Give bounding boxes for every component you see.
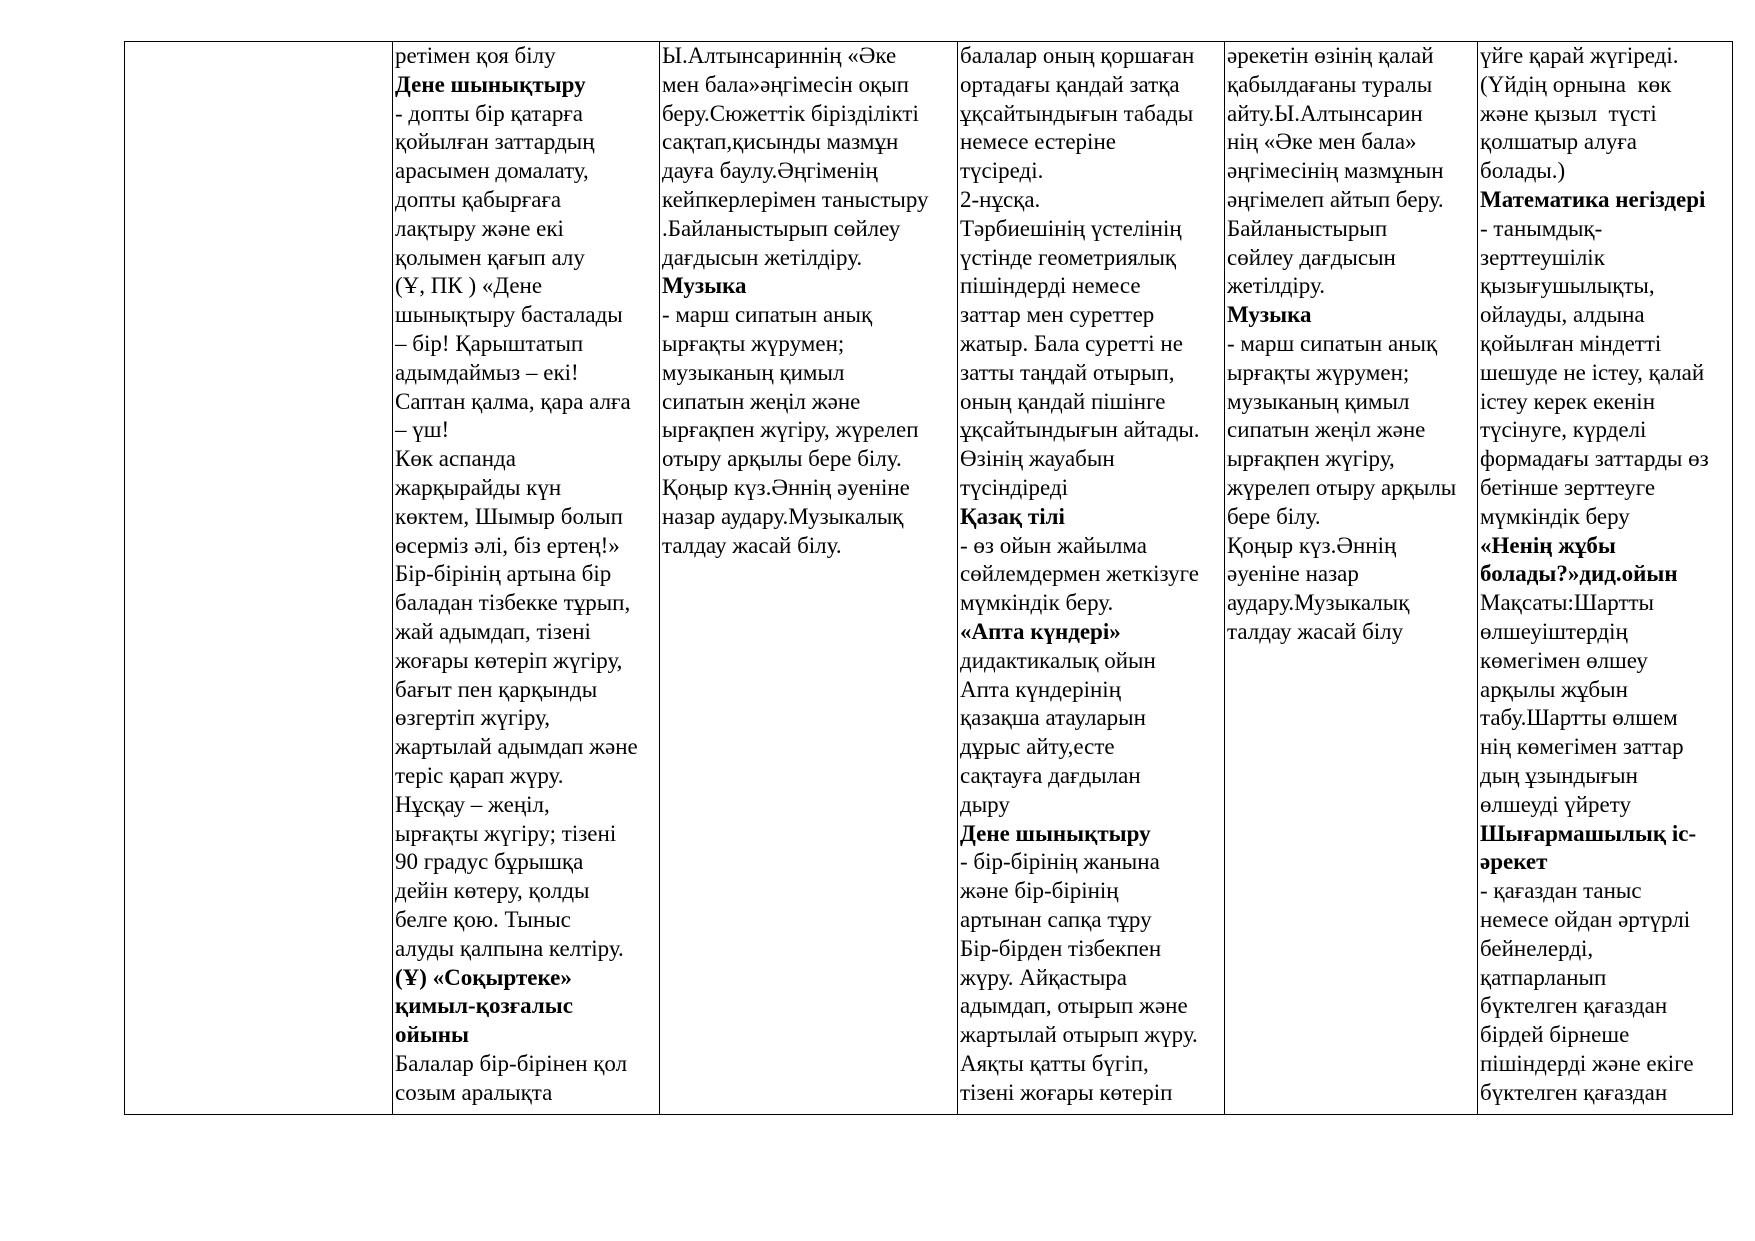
text-line: жай адымдап, тізені <box>395 618 591 644</box>
text-line: формадағы заттарды өз <box>1480 446 1709 472</box>
text-line: шынықтыру басталады <box>395 302 623 328</box>
text-line: қойылған міндетті <box>1480 330 1662 356</box>
text-line: бірдей бірнеше <box>1480 1022 1630 1048</box>
text-line: үстінде геометриялық <box>960 244 1177 270</box>
cell-content <box>127 42 391 1114</box>
text-line: Көк аспанда <box>395 446 516 472</box>
text-line: - бір-бірінің жанына <box>960 849 1160 875</box>
cell-content <box>395 42 658 1114</box>
text-line: қабылдағаны туралы <box>1227 71 1433 97</box>
text-line: сөйлемдермен жеткізуге <box>960 561 1199 587</box>
lesson-plan-table <box>124 41 1733 1115</box>
text-line: шешуде не істеу, қалай <box>1480 359 1705 385</box>
text-line: жартылай отырып жүру. <box>960 1022 1198 1048</box>
text-line: дауға баулу.Әңгіменің <box>662 158 878 184</box>
text-line: – бір! Қарыштатып <box>395 330 584 356</box>
text-line: Бір-бірінің артына бір <box>395 561 612 587</box>
text-line: дұрыс айту,есте <box>960 734 1115 760</box>
text-line: түсіреді. <box>960 158 1044 184</box>
cell-content <box>1227 42 1476 1114</box>
text-line: қызығушылықты, <box>1480 273 1655 299</box>
text-line: зерттеушілік <box>1480 244 1605 270</box>
text-line: - танымдық- <box>1480 215 1603 241</box>
text-line: үйге қарай жүгіреді. <box>1480 43 1679 68</box>
text-line: бүктелген қағаздан <box>1480 993 1668 1019</box>
table-cell-col4 <box>958 42 1225 1115</box>
text-line: кейпкерлерімен таныстыру <box>662 186 929 212</box>
text-line: артынан сапқа тұру <box>960 906 1152 932</box>
text-line: Апта күндерінің <box>960 676 1121 702</box>
text-line: дағдысын жетілдіру. <box>662 244 863 270</box>
text-line: - өз ойын жайылма <box>960 532 1148 558</box>
text-line: сақтауға дағдылан <box>960 762 1141 788</box>
text-line: созым аралықта <box>395 1079 553 1105</box>
text-line: дың ұзындығын <box>1480 762 1638 788</box>
text-line: ырғақты жүрумен; <box>662 330 845 356</box>
text-line: өзгертіп жүгіру, <box>395 705 550 731</box>
text-line: аудару.Музыкалық <box>1227 590 1410 616</box>
text-line: Саптан қалма, қара алға <box>395 388 631 414</box>
text-line: сипатын жеңіл және <box>1227 417 1426 443</box>
cell-content <box>1480 42 1731 1114</box>
text-line: - допты бір қатарға <box>395 100 583 126</box>
section-heading: қимыл-қозғалыс <box>395 993 573 1019</box>
text-line: болады.) <box>1480 158 1566 184</box>
text-line: 2-нұсқа. <box>960 186 1041 212</box>
text-line: лақтыру және екі <box>395 215 564 241</box>
section-heading: Математика негіздері <box>1480 186 1706 212</box>
text-line: 90 градус бұрышқа <box>395 849 584 875</box>
section-heading: «Ненің жұбы <box>1480 532 1616 558</box>
text-line: Байланыстырып <box>1227 215 1388 241</box>
text-line: теріс қарап жүру. <box>395 762 564 788</box>
text-line: ойлауды, алдына <box>1480 302 1645 328</box>
text-line: көмегімен өлшеу <box>1480 647 1648 673</box>
text-line: жоғары көтеріп жүгіру, <box>395 647 623 673</box>
text-line: адымдаймыз – екі! <box>395 359 579 385</box>
section-heading: әрекет <box>1480 849 1548 875</box>
text-line: дейін көтеру, қолды <box>395 878 590 904</box>
text-line: немесе естеріне <box>960 129 1116 155</box>
text-line: әңгімесінің мазмұнын <box>1227 158 1444 184</box>
text-line: бағыт пен қарқынды <box>395 676 598 702</box>
text-line: дидактикалық ойын <box>960 647 1156 673</box>
table-cell-col5 <box>1225 42 1478 1115</box>
text-line: істеу керек екенін <box>1480 388 1656 414</box>
text-line: қолшатыр алуға <box>1480 129 1637 155</box>
text-line: .Байланыстырып сөйлеу <box>662 215 901 241</box>
text-line: - марш сипатын анық <box>1227 330 1438 356</box>
text-line: нің «Әке мен бала» <box>1227 129 1417 155</box>
text-line: оның қандай пішінге <box>960 388 1166 414</box>
text-line: ұқсайтындығын табады <box>960 100 1194 126</box>
text-line: беру.Сюжеттік бірізділікті <box>662 100 919 126</box>
text-line: Өзінің жауабын <box>960 446 1115 472</box>
text-line: әрекетін өзінің қалай <box>1227 43 1434 68</box>
text-line: бүктелген қағаздан <box>1480 1079 1668 1105</box>
text-line: отыру арқылы бере білу. <box>662 446 902 472</box>
text-line: музыканың қимыл <box>1227 388 1410 414</box>
text-line: (Үйдің орнына көк <box>1480 71 1672 97</box>
text-line: Мақсаты:Шартты <box>1480 590 1654 616</box>
cell-content <box>662 42 956 1114</box>
text-line: ырғақты жүрумен; <box>1227 359 1410 385</box>
text-line: назар аудару.Музыкалық <box>662 503 904 529</box>
text-line: қатпарланып <box>1480 964 1607 990</box>
text-line: жүрелеп отыру арқылы <box>1227 474 1457 500</box>
section-heading: болады?»дид.ойын <box>1480 561 1678 587</box>
text-line: мүмкіндік беру. <box>960 590 1114 616</box>
text-line: баладан тізбекке тұрып, <box>395 590 631 616</box>
text-line: талдау жасай білу. <box>662 532 842 558</box>
text-line: (Ұ, ПК ) «Дене <box>395 273 543 299</box>
table-cell-col3 <box>660 42 958 1115</box>
text-line: қолымен қағып алу <box>395 244 585 270</box>
text-line: ырғақты жүгіру; тізені <box>395 820 617 846</box>
text-line: дыру <box>960 791 1010 817</box>
text-line: сөйлеу дағдысын <box>1227 244 1396 270</box>
text-line: және қызыл түсті <box>1480 100 1657 126</box>
text-line: адымдап, отырып және <box>960 993 1188 1019</box>
table-cell-col1 <box>125 42 393 1115</box>
text-line: қойылған заттардың <box>395 129 595 155</box>
text-line: нің көмегімен заттар <box>1480 734 1684 760</box>
text-line: мен бала»әңгімесін оқып <box>662 71 909 97</box>
section-heading: Дене шынықтыру <box>960 820 1151 846</box>
table-cell-col6 <box>1478 42 1733 1115</box>
text-line: және бір-бірінің <box>960 878 1119 904</box>
text-line: ретімен қоя білу <box>395 43 556 68</box>
text-line: заттар мен суреттер <box>960 302 1155 328</box>
text-line: қазақша атауларын <box>960 705 1146 731</box>
table-row <box>125 42 1733 1115</box>
text-line: сақтап,қисынды мазмұн <box>662 129 899 155</box>
text-line: өсерміз әлі, біз ертең!» <box>395 532 620 558</box>
section-heading: Музыка <box>662 273 747 299</box>
text-line: тізені жоғары көтеріп <box>960 1079 1173 1105</box>
text-line: немесе ойдан әртүрлі <box>1480 906 1691 932</box>
text-line: пішіндерді және екіге <box>1480 1050 1694 1076</box>
text-line: өлшеуді үйрету <box>1480 791 1631 817</box>
text-line: табу.Шартты өлшем <box>1480 705 1678 731</box>
text-line: көктем, Шымыр болып <box>395 503 623 529</box>
text-line: арасымен домалату, <box>395 158 589 184</box>
text-line: әуеніне назар <box>1227 561 1359 587</box>
text-line: бетінше зерттеуге <box>1480 474 1656 500</box>
text-line: допты қабырғаға <box>395 186 562 212</box>
text-line: Балалар бір-бірінен қол <box>395 1050 628 1076</box>
text-line: жартылай адымдап және <box>395 734 638 760</box>
text-line: мүмкіндік беру <box>1480 503 1630 529</box>
text-line: түсіндіреді <box>960 474 1069 500</box>
text-line: Аяқты қатты бүгіп, <box>960 1050 1149 1076</box>
text-line: сипатын жеңіл және <box>662 388 861 414</box>
section-heading: Шығармашылық іс- <box>1480 820 1697 846</box>
text-line: ортадағы қандай затқа <box>960 71 1180 97</box>
section-heading: Дене шынықтыру <box>395 71 586 97</box>
text-line: ырғақпен жүгіру, жүрелеп <box>662 417 919 443</box>
text-line: түсінуге, күрделі <box>1480 417 1647 443</box>
text-line: талдау жасай білу <box>1227 618 1404 644</box>
cell-content <box>960 42 1223 1114</box>
section-heading: ойыны <box>395 1022 469 1048</box>
text-line: Қоңыр күз.Әннің <box>1227 532 1397 558</box>
text-line: жетілдіру. <box>1227 273 1325 299</box>
text-line: - марш сипатын анық <box>662 302 873 328</box>
text-line: - қағаздан таныс <box>1480 878 1642 904</box>
text-line: өлшеуіштердің <box>1480 618 1628 644</box>
table-cell-col2 <box>393 42 660 1115</box>
text-line: айту.Ы.Алтынсарин <box>1227 100 1423 126</box>
text-line: жарқырайды күн <box>395 474 562 500</box>
text-line: пішіндерді немесе <box>960 273 1141 299</box>
section-heading: (Ұ) «Соқыртеке» <box>395 964 572 990</box>
text-line: бейнелерді, <box>1480 935 1594 961</box>
text-line: белге қою. Тыныс <box>395 906 571 932</box>
section-heading: «Апта күндері» <box>960 618 1121 644</box>
text-line: алуды қалпына келтіру. <box>395 935 624 961</box>
text-line: Бір-бірден тізбекпен <box>960 935 1162 961</box>
text-line: ырғақпен жүгіру, <box>1227 446 1395 472</box>
section-heading: Қазақ тілі <box>960 503 1065 529</box>
text-line: балалар оның қоршаған <box>960 43 1195 68</box>
text-line: – үш! <box>395 417 450 443</box>
text-line: Нұсқау – жеңіл, <box>395 791 550 817</box>
text-line: затты таңдай отырып, <box>960 359 1175 385</box>
text-line: жатыр. Бала суретті не <box>960 330 1183 356</box>
text-line: жүру. Айқастыра <box>960 964 1128 990</box>
text-line: ұқсайтындығын айтады. <box>960 417 1200 443</box>
text-line: музыканың қимыл <box>662 359 845 385</box>
text-line: Қоңыр күз.Әннің әуеніне <box>662 474 910 500</box>
text-line: Тәрбиешінің үстелінің <box>960 215 1182 241</box>
text-line: бере білу. <box>1227 503 1321 529</box>
text-line: арқылы жұбын <box>1480 676 1628 702</box>
section-heading: Музыка <box>1227 302 1312 328</box>
text-line: Ы.Алтынсариннің «Әке <box>662 43 897 68</box>
text-line: әңгімелеп айтып беру. <box>1227 186 1444 212</box>
